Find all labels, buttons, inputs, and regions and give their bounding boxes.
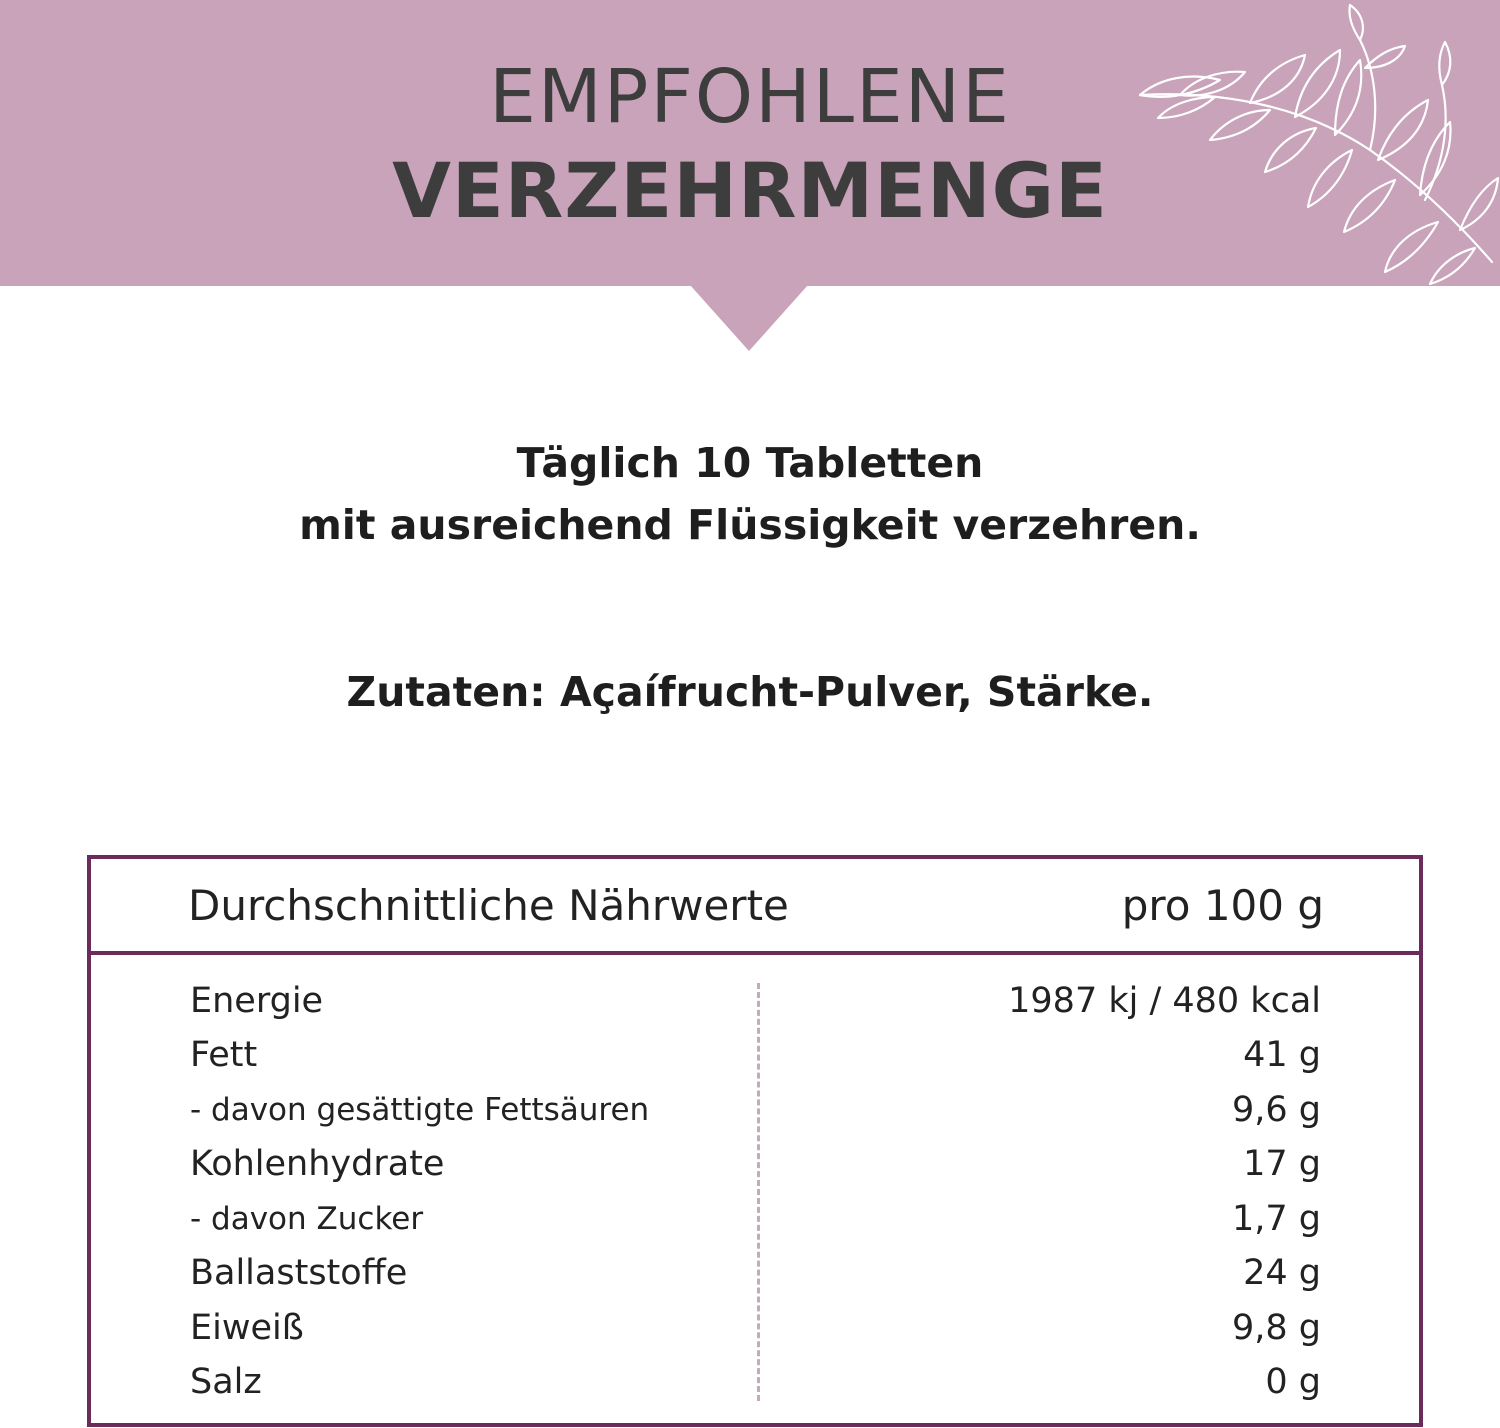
nutrient-value: 9,6 g — [1231, 1090, 1321, 1130]
nutrition-table — [87, 855, 1423, 1427]
table-row — [91, 974, 1419, 1028]
table-row — [91, 1083, 1419, 1137]
leaf-branch-icon — [1120, 0, 1500, 286]
dosage-line2: mit ausreichend Flüssigkeit verzehren. — [299, 501, 1201, 549]
nutrition-table-header — [91, 859, 1419, 955]
nutrient-label: Kohlenhydrate — [190, 1144, 445, 1184]
ingredients-text: Zutaten: Açaífrucht-Pulver, Stärke. — [346, 668, 1154, 716]
banner-pointer — [690, 285, 808, 351]
nutrient-value: 17 g — [1243, 1144, 1321, 1184]
table-row — [91, 1246, 1419, 1300]
nutrient-value: 1,7 g — [1231, 1199, 1321, 1239]
nutrition-header-unit: pro 100 g — [1121, 881, 1324, 930]
page-title-line1: EMPFOHLENE — [489, 54, 1011, 140]
nutrient-value: 24 g — [1243, 1253, 1321, 1293]
nutrient-label: Salz — [190, 1362, 262, 1402]
table-row — [91, 1301, 1419, 1355]
nutrient-label: Eiweiß — [190, 1308, 304, 1348]
table-row — [91, 1355, 1419, 1409]
table-row — [91, 1192, 1419, 1246]
nutrient-label: - davon Zucker — [190, 1201, 424, 1237]
nutrient-value: 41 g — [1243, 1035, 1321, 1075]
page-title-line2: VERZEHRMENGE — [392, 146, 1108, 235]
table-row — [91, 1137, 1419, 1191]
table-row — [91, 1028, 1419, 1082]
nutrient-value: 0 g — [1265, 1362, 1321, 1402]
nutrition-header-label: Durchschnittliche Nährwerte — [188, 881, 789, 930]
nutrient-label: Ballaststoffe — [190, 1253, 408, 1293]
nutrient-label: - davon gesättigte Fettsäuren — [190, 1092, 650, 1128]
nutrient-value: 1987 kj / 480 kcal — [1008, 981, 1321, 1021]
dosage-instructions — [0, 432, 1500, 556]
nutrient-label: Fett — [190, 1035, 258, 1075]
nutrient-value: 9,8 g — [1231, 1308, 1321, 1348]
nutrient-label: Energie — [190, 981, 324, 1021]
dosage-line1: Täglich 10 Tabletten — [516, 439, 984, 487]
